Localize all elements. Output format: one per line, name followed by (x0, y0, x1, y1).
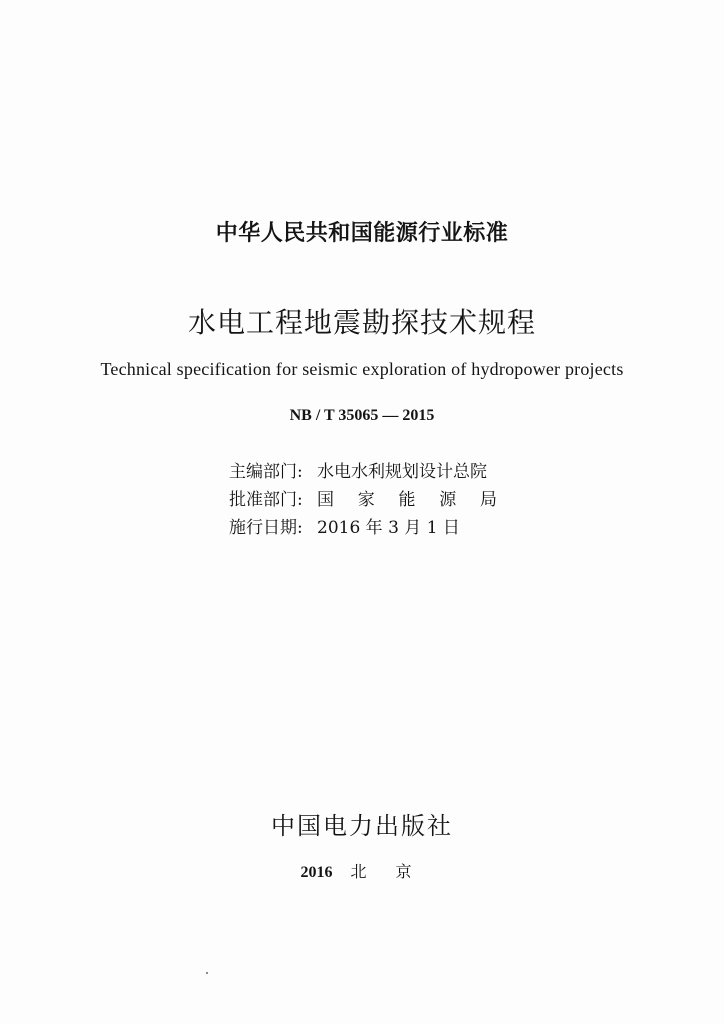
date-value: 2016 年 3 月 1 日 (317, 517, 460, 538)
title-chinese: 水电工程地震勘探技术规程 (187, 306, 536, 339)
standard-code: NB / T 35065 — 2015 (289, 407, 435, 424)
standard-category: 中华人民共和国能源行业标准 (215, 221, 509, 246)
publication-city: 北 京 (350, 862, 424, 881)
publication-year: 2016 (300, 864, 333, 881)
approver-char: 家 (357, 489, 375, 510)
editor-row (229, 455, 497, 483)
scan-speck (206, 972, 208, 974)
approver-char: 国 (317, 489, 334, 510)
title-english: Technical specification for seismic exploration of hydropower projects (100, 359, 624, 379)
metadata-block (229, 455, 497, 539)
publisher-name: 中国电力出版社 (271, 812, 453, 840)
approver-label: 批准部门: (229, 489, 303, 510)
editor-label: 主编部门: (229, 461, 303, 482)
publication-line (0, 859, 724, 882)
date-row (229, 511, 497, 539)
approver-row (229, 483, 497, 511)
editor-value: 水电水利规划设计总院 (317, 461, 487, 482)
date-label: 施行日期: (229, 517, 303, 538)
approver-value (317, 485, 497, 510)
approver-char: 源 (439, 489, 457, 510)
approver-char: 能 (398, 489, 416, 510)
approver-char: 局 (480, 489, 497, 510)
